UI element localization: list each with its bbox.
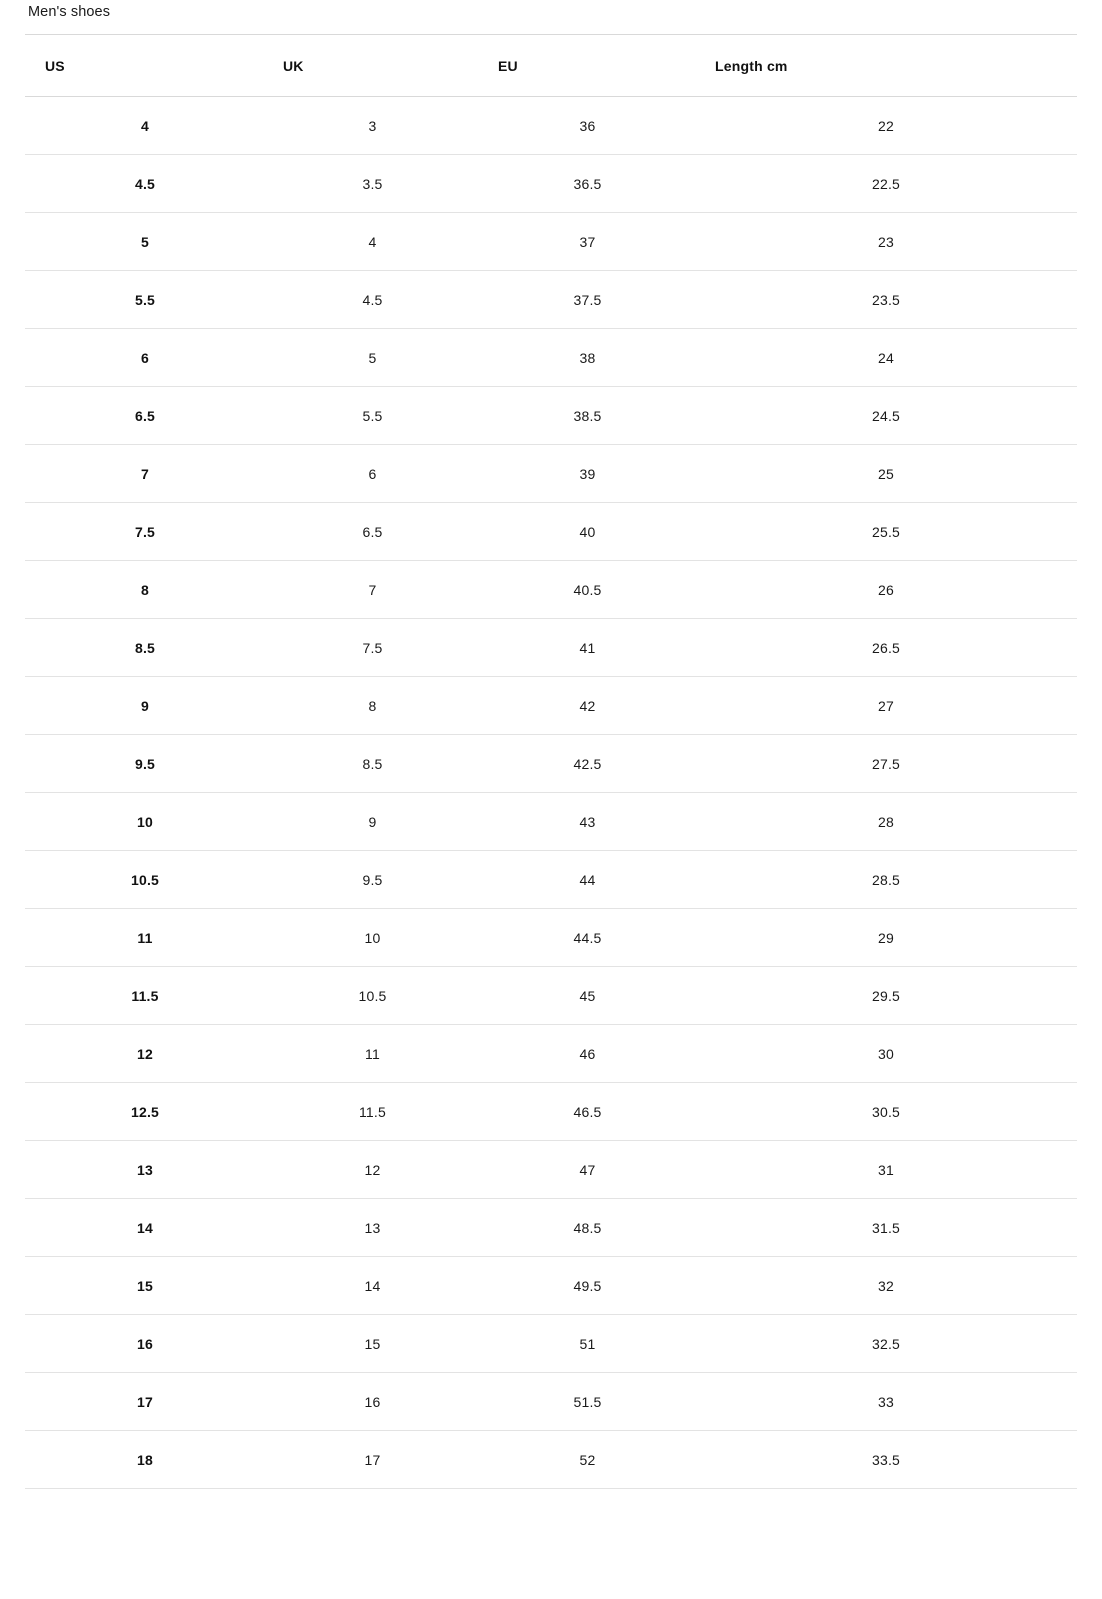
size-uk: 4 (265, 212, 480, 270)
table-row (25, 96, 1077, 154)
size-us: 12.5 (25, 1082, 265, 1140)
length-cm: 24.5 (695, 386, 1077, 444)
table-row (25, 270, 1077, 328)
table-row (25, 212, 1077, 270)
size-eu: 46 (480, 1024, 695, 1082)
length-cm: 32 (695, 1256, 1077, 1314)
column-header-uk: UK (265, 34, 480, 96)
table-caption: Men's shoes (28, 4, 111, 20)
size-us: 6 (25, 328, 265, 386)
size-uk: 8 (265, 676, 480, 734)
size-uk: 5 (265, 328, 480, 386)
size-eu: 44.5 (480, 908, 695, 966)
size-eu: 40.5 (480, 560, 695, 618)
table-row (25, 618, 1077, 676)
size-eu: 42.5 (480, 734, 695, 792)
size-eu: 38.5 (480, 386, 695, 444)
size-eu: 39 (480, 444, 695, 502)
table-row (25, 560, 1077, 618)
length-cm: 29.5 (695, 966, 1077, 1024)
size-us: 11.5 (25, 966, 265, 1024)
size-uk: 12 (265, 1140, 480, 1198)
size-uk: 10 (265, 908, 480, 966)
length-cm: 23 (695, 212, 1077, 270)
size-eu: 42 (480, 676, 695, 734)
size-eu: 37.5 (480, 270, 695, 328)
length-cm: 31.5 (695, 1198, 1077, 1256)
size-us: 8.5 (25, 618, 265, 676)
size-us: 9.5 (25, 734, 265, 792)
size-uk: 9.5 (265, 850, 480, 908)
table-body (25, 96, 1077, 1488)
size-us: 6.5 (25, 386, 265, 444)
length-cm: 33 (695, 1372, 1077, 1430)
length-cm: 26 (695, 560, 1077, 618)
size-eu: 51.5 (480, 1372, 695, 1430)
length-cm: 33.5 (695, 1430, 1077, 1488)
size-uk: 7 (265, 560, 480, 618)
length-cm: 30 (695, 1024, 1077, 1082)
size-eu: 37 (480, 212, 695, 270)
size-us: 4.5 (25, 154, 265, 212)
size-eu: 45 (480, 966, 695, 1024)
table-row (25, 386, 1077, 444)
size-us: 15 (25, 1256, 265, 1314)
table-row (25, 908, 1077, 966)
table-row (25, 1314, 1077, 1372)
size-uk: 14 (265, 1256, 480, 1314)
size-conversion-table (25, 34, 1077, 1489)
size-uk: 8.5 (265, 734, 480, 792)
size-us: 18 (25, 1430, 265, 1488)
size-us: 7.5 (25, 502, 265, 560)
size-eu: 51 (480, 1314, 695, 1372)
size-us: 10.5 (25, 850, 265, 908)
size-us: 11 (25, 908, 265, 966)
length-cm: 26.5 (695, 618, 1077, 676)
column-header-us: US (25, 34, 265, 96)
table-row (25, 328, 1077, 386)
table-row (25, 792, 1077, 850)
length-cm: 31 (695, 1140, 1077, 1198)
table-header (25, 34, 1077, 96)
size-us: 16 (25, 1314, 265, 1372)
size-uk: 6 (265, 444, 480, 502)
length-cm: 23.5 (695, 270, 1077, 328)
size-uk: 3 (265, 96, 480, 154)
table-row (25, 502, 1077, 560)
table-row (25, 850, 1077, 908)
size-uk: 4.5 (265, 270, 480, 328)
table-row (25, 1082, 1077, 1140)
table-row (25, 676, 1077, 734)
size-us: 14 (25, 1198, 265, 1256)
size-eu: 48.5 (480, 1198, 695, 1256)
table-row (25, 1140, 1077, 1198)
length-cm: 22.5 (695, 154, 1077, 212)
size-uk: 6.5 (265, 502, 480, 560)
size-us: 9 (25, 676, 265, 734)
length-cm: 27 (695, 676, 1077, 734)
size-uk: 5.5 (265, 386, 480, 444)
size-uk: 9 (265, 792, 480, 850)
length-cm: 22 (695, 96, 1077, 154)
size-us: 7 (25, 444, 265, 502)
size-eu: 44 (480, 850, 695, 908)
length-cm: 28.5 (695, 850, 1077, 908)
size-uk: 3.5 (265, 154, 480, 212)
length-cm: 25.5 (695, 502, 1077, 560)
table-header-row (25, 34, 1077, 96)
size-uk: 16 (265, 1372, 480, 1430)
table-row (25, 1024, 1077, 1082)
table-row (25, 1256, 1077, 1314)
size-us: 10 (25, 792, 265, 850)
size-us: 17 (25, 1372, 265, 1430)
length-cm: 28 (695, 792, 1077, 850)
table-row (25, 734, 1077, 792)
table-row (25, 444, 1077, 502)
size-uk: 17 (265, 1430, 480, 1488)
size-eu: 52 (480, 1430, 695, 1488)
size-uk: 15 (265, 1314, 480, 1372)
size-us: 5 (25, 212, 265, 270)
size-us: 8 (25, 560, 265, 618)
size-us: 5.5 (25, 270, 265, 328)
size-us: 4 (25, 96, 265, 154)
size-uk: 11.5 (265, 1082, 480, 1140)
length-cm: 29 (695, 908, 1077, 966)
table-row (25, 154, 1077, 212)
size-uk: 11 (265, 1024, 480, 1082)
size-uk: 7.5 (265, 618, 480, 676)
size-eu: 36.5 (480, 154, 695, 212)
size-eu: 38 (480, 328, 695, 386)
column-header-length-cm: Length cm (695, 34, 1077, 96)
size-us: 12 (25, 1024, 265, 1082)
table-row (25, 1430, 1077, 1488)
size-uk: 13 (265, 1198, 480, 1256)
length-cm: 32.5 (695, 1314, 1077, 1372)
table-row (25, 1198, 1077, 1256)
size-us: 13 (25, 1140, 265, 1198)
size-uk: 10.5 (265, 966, 480, 1024)
length-cm: 30.5 (695, 1082, 1077, 1140)
length-cm: 27.5 (695, 734, 1077, 792)
size-eu: 46.5 (480, 1082, 695, 1140)
table-row (25, 1372, 1077, 1430)
size-eu: 40 (480, 502, 695, 560)
size-eu: 43 (480, 792, 695, 850)
size-eu: 49.5 (480, 1256, 695, 1314)
length-cm: 25 (695, 444, 1077, 502)
length-cm: 24 (695, 328, 1077, 386)
size-eu: 47 (480, 1140, 695, 1198)
size-eu: 36 (480, 96, 695, 154)
table-row (25, 966, 1077, 1024)
column-header-eu: EU (480, 34, 695, 96)
size-eu: 41 (480, 618, 695, 676)
